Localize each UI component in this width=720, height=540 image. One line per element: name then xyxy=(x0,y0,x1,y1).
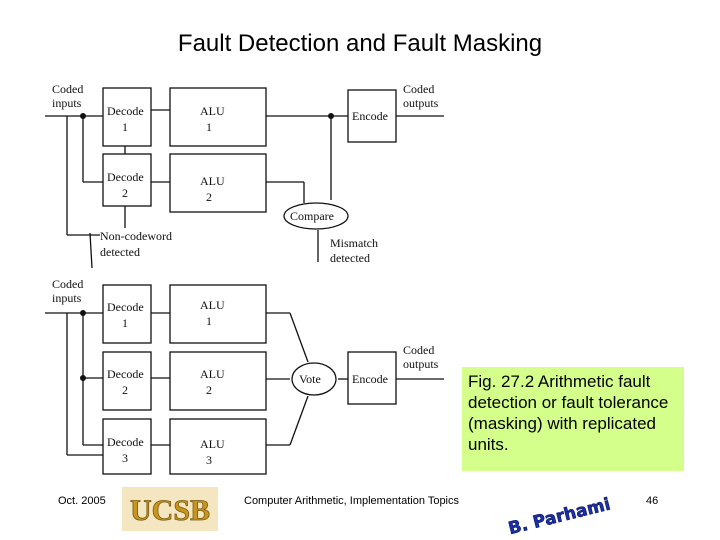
bottom-alu1-box xyxy=(170,285,266,343)
bottom-decode3-label: Decode xyxy=(107,435,144,449)
slide-title: Fault Detection and Fault Masking xyxy=(177,30,543,57)
top-alu2-num: 2 xyxy=(206,190,212,204)
top-decode2-num: 2 xyxy=(122,186,128,200)
author-logo xyxy=(506,488,613,540)
top-coded-inputs-2: inputs xyxy=(52,96,82,110)
bottom-alu1-label: ALU xyxy=(200,298,225,312)
bottom-coded-inputs-2: inputs xyxy=(52,291,82,305)
bottom-alu2-box xyxy=(170,352,266,410)
page-number: 46 xyxy=(646,495,659,507)
top-alu1-label: ALU xyxy=(200,104,225,118)
top-decode1-num: 1 xyxy=(122,120,128,134)
mismatch-label-2: detected xyxy=(330,251,370,265)
bottom-decode2-num: 2 xyxy=(122,383,128,397)
top-coded-outputs-1: Coded xyxy=(403,82,435,96)
bottom-encode-label: Encode xyxy=(352,372,388,386)
vote-label: Vote xyxy=(299,372,321,386)
ucsb-logo-text: UCSB xyxy=(129,494,211,527)
bottom-alu3-label: ALU xyxy=(200,437,225,451)
bottom-alu1-num: 1 xyxy=(206,314,212,328)
top-encode-label: Encode xyxy=(352,109,388,123)
bottom-decode1-label: Decode xyxy=(107,300,144,314)
bottom-coded-outputs-1: Coded xyxy=(403,343,435,357)
noncodeword-label-1: Non-codeword xyxy=(100,229,172,243)
bottom-alu2-label: ALU xyxy=(200,367,225,381)
top-alu2-label: ALU xyxy=(200,174,225,188)
top-alu1-num: 1 xyxy=(206,120,212,134)
bottom-decode1-num: 1 xyxy=(122,316,128,330)
top-coded-inputs-1: Coded xyxy=(52,82,84,96)
top-decode2-label: Decode xyxy=(107,170,144,184)
bottom-alu3-num: 3 xyxy=(206,453,212,467)
bottom-decode1-box xyxy=(103,285,151,343)
bottom-decode2-label: Decode xyxy=(107,367,144,381)
footer-date: Oct. 2005 xyxy=(58,495,106,507)
top-decode1-label: Decode xyxy=(107,104,144,118)
figure-caption: Fig. 27.2 Arithmetic fault detection or fault tolerance (masking) with replicated units. xyxy=(462,367,684,471)
ucsb-logo xyxy=(122,487,218,531)
noncodeword-label-2: detected xyxy=(100,245,140,259)
footer-course-title: Computer Arithmetic, Implementation Topics xyxy=(244,495,459,507)
bottom-decode3-num: 3 xyxy=(122,451,128,465)
bottom-alu2-num: 2 xyxy=(206,383,212,397)
top-coded-outputs-2: outputs xyxy=(403,96,439,110)
bottom-coded-inputs-1: Coded xyxy=(52,277,84,291)
bottom-coded-outputs-2: outputs xyxy=(403,357,439,371)
author-logo-text: B. Parhami xyxy=(506,494,613,540)
compare-label: Compare xyxy=(290,209,334,223)
bottom-decode2-box xyxy=(103,352,151,410)
mismatch-label-1: Mismatch xyxy=(330,236,378,250)
